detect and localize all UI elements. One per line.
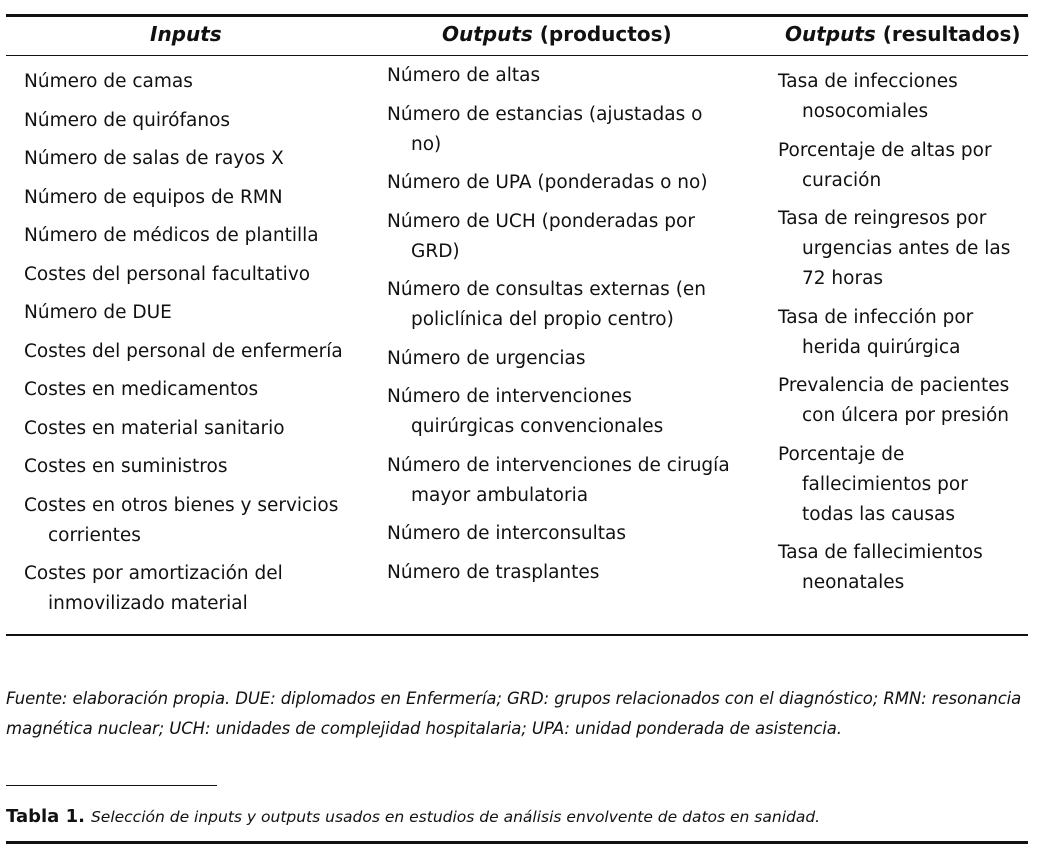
list-item: Tasa de infecciones nosocomiales (778, 71, 958, 122)
table-header-rule (6, 55, 1028, 56)
list-item: Tasa de reingresos por urgencias antes de las 72 horas (778, 208, 1011, 289)
header-resultados-italic: Outputs (785, 22, 876, 46)
list-item: Costes en otros bienes y servicios corrientes (24, 494, 339, 546)
list-item: Tasa de infección por herida quirúrgica (778, 306, 974, 358)
list-item: Número de salas de rayos X (24, 148, 284, 169)
list-item: Número de intervenciones de cirugía mayor ambulatoria (387, 454, 730, 506)
outputs-resultados-column (778, 67, 1018, 607)
list-item: Número de estancias (ajustadas o no) (387, 103, 703, 155)
list-item: Número de DUE (24, 302, 172, 323)
header-outputs-resultados (785, 21, 1021, 47)
table-bottom-rule (6, 634, 1028, 636)
table-footnote: Fuente: elaboración propia. DUE: diplomados en Enfermería; GRD: grupos relacionados con el diagnóstico; RMN: resonancia magnética nuclear; UCH: unidades de complejidad hospitalaria; UPA: unidad ponderada de asistencia. (6, 689, 1022, 738)
header-productos-italic: Outputs (442, 22, 533, 46)
caption-text: Selección de inputs y outputs usados en estudios de análisis envolvente de datos en sanidad. (90, 808, 821, 826)
list-item: Costes en suministros (24, 456, 228, 477)
list-item: Número de trasplantes (387, 561, 600, 583)
table-caption (6, 804, 820, 830)
list-item: Número de interconsultas (387, 523, 627, 544)
list-item: Número de médicos de plantilla (24, 225, 319, 246)
list-item: Número de quirófanos (24, 109, 231, 131)
list-item: Costes en material sanitario (24, 417, 285, 439)
list-item: Número de intervenciones quirúrgicas convencionales (387, 386, 664, 437)
list-item: Prevalencia de pacientes con úlcera por presión (778, 375, 1010, 426)
list-item: Porcentaje de fallecimientos por todas las causas (778, 443, 968, 525)
list-item: Costes por amortización del inmovilizado material (24, 563, 283, 614)
inputs-column (24, 67, 364, 628)
list-item: Tasa de fallecimientos neonatales (778, 542, 983, 593)
header-productos-rest: (productos) (532, 22, 672, 46)
list-item: Número de equipos de RMN (24, 186, 283, 208)
header-resultados-rest: (resultados) (875, 22, 1021, 46)
list-item: Porcentaje de altas por curación (778, 139, 992, 191)
header-outputs-productos (442, 21, 672, 47)
list-item: Número de consultas externas (en policlínica del propio centro) (387, 279, 707, 330)
list-item: Número de UCH (ponderadas por GRD) (387, 210, 695, 262)
caption-label: Tabla 1. (6, 806, 85, 827)
header-inputs-italic: Inputs (150, 22, 222, 46)
page-bottom-rule (6, 841, 1028, 844)
list-item: Número de altas (387, 65, 541, 86)
header-inputs (150, 21, 222, 47)
list-item: Costes del personal de enfermería (24, 340, 343, 362)
list-item: Número de UPA (ponderadas o no) (387, 172, 708, 193)
list-item: Número de urgencias (387, 347, 586, 369)
list-item: Costes del personal facultativo (24, 263, 311, 285)
outputs-productos-column (387, 61, 737, 596)
list-item: Costes en medicamentos (24, 379, 259, 400)
list-item: Número de camas (24, 71, 193, 92)
table-top-rule (6, 14, 1028, 17)
caption-separator (6, 785, 217, 786)
